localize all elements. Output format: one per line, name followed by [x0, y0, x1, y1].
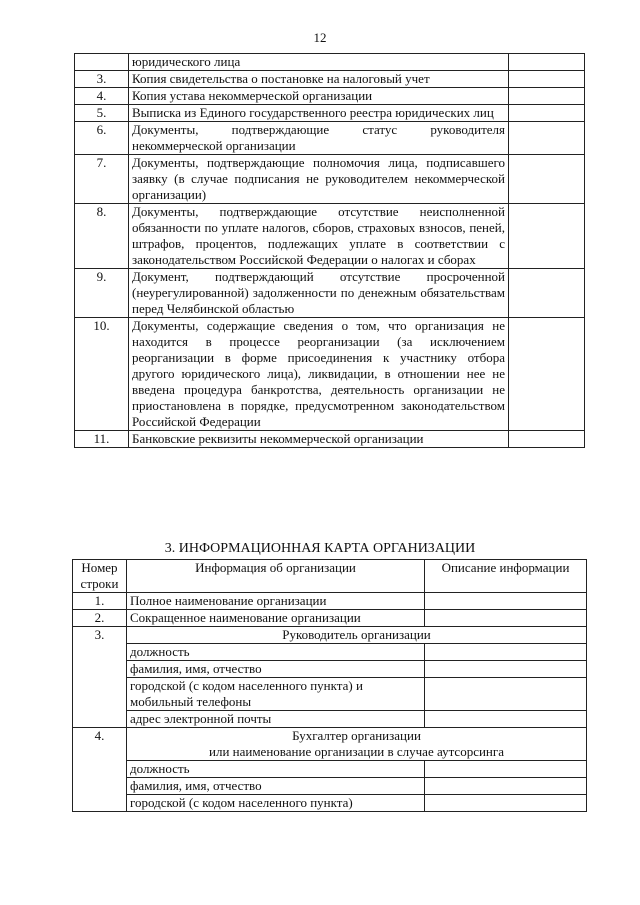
header-number: Номер строки	[73, 560, 127, 593]
value-cell[interactable]	[425, 778, 587, 795]
row-text: городской (с кодом населенного пункта) и мобильный телефоны	[127, 678, 425, 711]
value-cell[interactable]	[425, 661, 587, 678]
document-name: Документы, подтверждающие отсутствие неисполненной обязанности по уплате налогов, сборов, страховых взносов, пеней, штрафов, процентов, подлежащих уплате в соответствии с законодательством Российской Федерации о налогах и сборах	[129, 204, 509, 269]
group-heading: Руководитель организации	[127, 627, 587, 644]
row-text: городской (с кодом населенного пункта)	[127, 795, 425, 812]
group-heading-line: Бухгалтер организации	[292, 728, 421, 743]
document-name: Выписка из Единого государственного реестра юридических лиц	[129, 105, 509, 122]
table-row	[75, 71, 585, 88]
documents-table	[74, 53, 585, 448]
mark-cell[interactable]	[509, 431, 585, 448]
section-title: 3. ИНФОРМАЦИОННАЯ КАРТА ОРГАНИЗАЦИИ	[164, 541, 476, 556]
row-number: 3.	[73, 627, 127, 728]
mark-cell[interactable]	[509, 204, 585, 269]
table-row	[73, 795, 587, 812]
row-number	[75, 54, 129, 71]
value-cell[interactable]	[425, 761, 587, 778]
document-name: Копия устава некоммерческой организации	[129, 88, 509, 105]
row-number: 1.	[73, 593, 127, 610]
mark-cell[interactable]	[509, 54, 585, 71]
document-name: Документ, подтверждающий отсутствие просроченной (неурегулированной) задолженности по денежным обязательствам перед Челябинской областью	[129, 269, 509, 318]
mark-cell[interactable]	[509, 269, 585, 318]
mark-cell[interactable]	[509, 71, 585, 88]
row-number: 9.	[75, 269, 129, 318]
row-text: фамилия, имя, отчество	[127, 661, 425, 678]
mark-cell[interactable]	[509, 318, 585, 431]
row-number: 8.	[75, 204, 129, 269]
info-card-table	[72, 559, 587, 812]
table-row	[73, 644, 587, 661]
table-row	[75, 122, 585, 155]
value-cell[interactable]	[425, 678, 587, 711]
document-name: Документы, содержащие сведения о том, что организация не находится в процессе реорганизации (за исключением реорганизации в форме присоединения к участнику отбора другого юридического лица), ликвидации, в отношении нее не введена процедура банкротства, деятельность организации не приостановлена в порядке, предусмотренном законодательством Российской Федерации	[129, 318, 509, 431]
row-number: 7.	[75, 155, 129, 204]
page-number: 12	[313, 30, 327, 45]
row-number: 2.	[73, 610, 127, 627]
table-row	[75, 318, 585, 431]
table-row	[73, 593, 587, 610]
group-heading-line: или наименование организации в случае аутсорсинга	[209, 744, 504, 759]
table-row	[75, 269, 585, 318]
table-row	[73, 661, 587, 678]
table-row	[75, 105, 585, 122]
document-name: юридического лица	[129, 54, 509, 71]
value-cell[interactable]	[425, 795, 587, 812]
row-number: 10.	[75, 318, 129, 431]
value-cell[interactable]	[425, 610, 587, 627]
value-cell[interactable]	[425, 711, 587, 728]
table-row	[75, 88, 585, 105]
table-row	[73, 778, 587, 795]
table-row	[73, 678, 587, 711]
table-row	[73, 728, 587, 761]
table-row	[75, 54, 585, 71]
group-heading	[127, 728, 587, 761]
table-row	[75, 431, 585, 448]
row-text: должность	[127, 761, 425, 778]
mark-cell[interactable]	[509, 122, 585, 155]
row-number: 4.	[75, 88, 129, 105]
table-row	[75, 204, 585, 269]
mark-cell[interactable]	[509, 88, 585, 105]
document-name: Копия свидетельства о постановке на налоговый учет	[129, 71, 509, 88]
row-number: 5.	[75, 105, 129, 122]
table-row	[73, 627, 587, 644]
value-cell[interactable]	[425, 593, 587, 610]
row-text: фамилия, имя, отчество	[127, 778, 425, 795]
row-number: 6.	[75, 122, 129, 155]
table-row	[73, 711, 587, 728]
table-row	[75, 155, 585, 204]
row-text: Полное наименование организации	[127, 593, 425, 610]
row-text: должность	[127, 644, 425, 661]
table-row	[73, 610, 587, 627]
value-cell[interactable]	[425, 644, 587, 661]
row-number: 4.	[73, 728, 127, 812]
row-number: 3.	[75, 71, 129, 88]
header-info: Информация об организации	[127, 560, 425, 593]
document-name: Документы, подтверждающие полномочия лица, подписавшего заявку (в случае подписания не руководителем некоммерческой организации)	[129, 155, 509, 204]
mark-cell[interactable]	[509, 155, 585, 204]
document-name: Документы, подтверждающие статус руководителя некоммерческой организации	[129, 122, 509, 155]
document-name: Банковские реквизиты некоммерческой организации	[129, 431, 509, 448]
header-row	[73, 560, 587, 593]
mark-cell[interactable]	[509, 105, 585, 122]
row-text: адрес электронной почты	[127, 711, 425, 728]
row-text: Сокращенное наименование организации	[127, 610, 425, 627]
header-description: Описание информации	[425, 560, 587, 593]
table-row	[73, 761, 587, 778]
row-number: 11.	[75, 431, 129, 448]
